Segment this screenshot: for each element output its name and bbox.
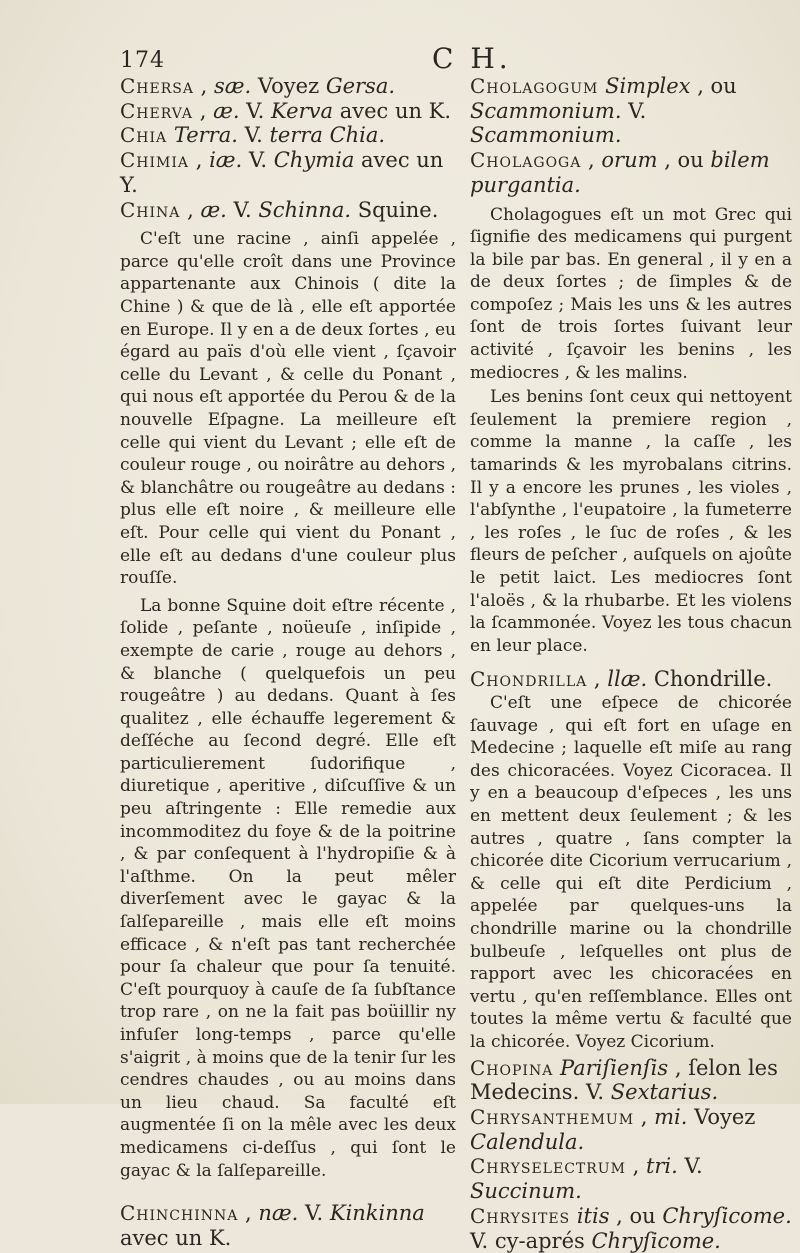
paragraph-benins: Les benins ſont ceux qui nettoyent ſeulement la premiere region , comme la manne , la caſſe , les tamarinds & les myrobalans citrins. Il y a encore les prunes , les violes , l'abſynthe , l'eupatoire , la fumeterre , les roſes , le ſuc de roſes , & les fleurs de peſcher , auſquels on ajoûte le petit laict. Les mediocres ſont l'aloës , & la rhubarbe. Et les violens la ſcammonée. Voyez les tous chacun en leur place. [470, 387, 792, 656]
left-column [120, 74, 456, 1251]
entry-cherva: Cherva , æ. V. Kerva avec un K. [120, 98, 452, 123]
paragraph-china-description: C'eſt une racine , ainſi appelée , parce qu'elle croît dans une Province appartenante aux Chinois ( dite la Chine ) & que de là , elle eſt apportée en Europe. Il y en a de deux ſortes , eu égard au païs d'où elle vient , ſçavoir celle du Levant , & celle du Ponant , qui nous eſt apportée du Perou & de la nouvelle Eſpagne. La meilleure eſt celle qui vient du Levant ; elle eſt de couleur rouge , ou noirâtre au dehors , & blanchâtre ou rougeâtre au dedans : plus elle eſt noire , & meilleure elle eſt. Pour celle qui vient du Ponant , elle eſt au dedans d'une couleur plus rouſſe. [120, 229, 456, 589]
entry-chondrilla: Chondrilla , llæ. Chondrille. [470, 667, 773, 692]
entry-cholagogum: Cholagogum Simplex , ou Scammonium. V. Scammonium. [470, 74, 737, 148]
paragraph-squine-qualities: La bonne Squine doit eſtre récente , ſolide , peſante , noüeuſe , inſipide , exempte de carie , rouge au dehors , & blanche ( quelquefois un peu rougeâtre ) au dedans. Quant à ſes qualitez , elle échauffe legerement & deſſéche au ſecond degré. Elle eſt particulierement ſudorifique , diuretique , aperitive , diſcuſſive & un peu aſtringente : Elle remedie aux incommoditez du foye & de la poitrine , & par conſequent à l'hydropiſie & à l'aſthme. On la peut mêler diverſement avec le gayac & la ſalſepareille , mais elle eſt moins efficace , & n'eſt pas tant recherchée pour ſa chaleur que pour ſa tenuité. C'eſt pourquoy à cauſe de ſa ſubſtance trop rare , on ne la fait pas boüillir ny infuſer long-temps , parce qu'elle s'aigrit , à moins que de la tenir ſur les cendres chaudes , ou au moins dans un lieu chaud. Sa faculté eſt augmentée ſi on la mêle avec les deux medicamens ci-deſſus , qui ſont le gayac & la ſalſepareille. [120, 595, 456, 1181]
entry-chimia: Chimia , iæ. V. Chymia avec un Y. [120, 148, 444, 197]
entry-chrysites: Chrysites itis , ou Chryſicome. V. cy-aprés Chryſicome. [470, 1203, 792, 1253]
paragraph-cholagogues: Cholagogues eſt un mot Grec qui ſignifie des medicamens qui purgent la bile par bas. En general , il y en a de deux ſortes ; de ſimples & de compoſez ; Mais les uns & les autres ſont de trois ſortes ſuivant leur activité , ſçavoir les benins , les mediocres , & les malins. [470, 204, 792, 383]
entry-chryselectrum: Chryselectrum , tri. V. Succinum. [470, 1154, 703, 1204]
running-head: C H. [432, 42, 512, 75]
entry-chopina: Chopina Pariſienſis , ſelon les Medecins. V. Sextarius. [470, 1055, 778, 1105]
page-header [0, 42, 800, 76]
paragraph-chondrilla: C'eſt une eſpece de chicorée ſauvage , qui eſt fort en uſage en Medecine ; laquelle eſt miſe au rang des chicoracées. Voyez Cicoracea. Il y en a beaucoup d'eſpeces , les uns en mettent deux ſeulement ; & les autres , quatre , ſans compter la chicorée dite Cicorium verrucarium , & celle qui eſt dite Perdicium , appelée par quelques-uns la chondrille marine ou la chondrille bulbeuſe , leſquelles ont plus de rapport avec les chicoracées en vertu , qu'en reſſemblance. Elles ont toutes la même vertu & faculté que la chicorée. Voyez Cicorium. [470, 693, 792, 1052]
right-column [470, 74, 792, 1253]
entry-china: China , æ. V. Schinna. Squine. [120, 197, 439, 222]
entry-chrysanthemum: Chrysanthemum , mi. Voyez Calendula. [470, 1105, 756, 1154]
entry-chinchinna: Chinchinna , næ. V. Kinkinna avec un K. [120, 1201, 425, 1250]
entry-chia: Chia Terra. V. terra Chia. [120, 123, 386, 148]
entry-chersa: Chersa , sæ. Voyez Gersa. [120, 74, 396, 98]
entry-cholagoga: Cholagoga , orum , ou bilem purgantia. [470, 148, 770, 197]
page-number: 174 [120, 48, 165, 73]
